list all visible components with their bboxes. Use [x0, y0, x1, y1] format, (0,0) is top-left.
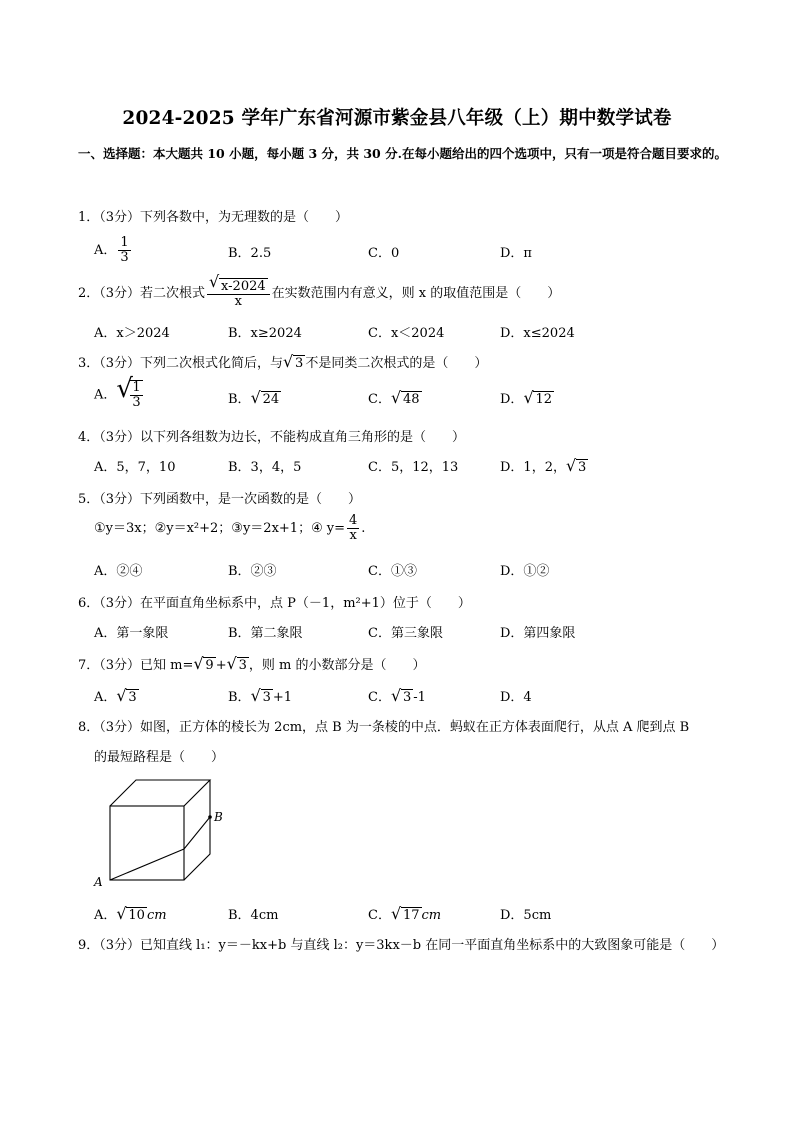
- q2-option-a[interactable]: A．x＞2024: [94, 326, 170, 341]
- question-5-stem: 5．（3分）下列函数中，是一次函数的是（ ）: [78, 492, 362, 507]
- q5-function-list: ①y＝3x；②y＝x²+2；③y＝2x+1；④ y= $\frac{4}{x}$ .: [94, 513, 366, 543]
- question-2-stem: 2．（3分）若二次根式 √ x-2024 x 在实数范围内有意义，则 x 的取值范围是（ ）: [78, 272, 561, 309]
- label-b: B: [214, 810, 223, 824]
- q1-option-c[interactable]: C．0: [368, 246, 400, 261]
- label-a: A: [94, 875, 103, 889]
- q3-option-b[interactable]: B． √ 24: [228, 388, 280, 407]
- q6-option-a[interactable]: A．第一象限: [94, 626, 169, 641]
- point-b-dot: [208, 815, 212, 819]
- cube-right-face: [184, 780, 210, 880]
- cube-figure: [88, 770, 228, 890]
- q4-option-d[interactable]: D．1，2， √ 3: [500, 456, 587, 475]
- question-7-stem: 7．（3分）已知 m= √ 9 + √ 3 ，则 m 的小数部分是（ ）: [78, 654, 426, 673]
- q7-option-a[interactable]: A． √ 3: [94, 686, 137, 705]
- q1-option-d[interactable]: D．π: [500, 246, 532, 261]
- cube-top-face: [110, 780, 210, 806]
- question-1-stem: 1．（3分）下列各数中，为无理数的是（ ）: [78, 210, 349, 225]
- q8-option-c[interactable]: C． √ 17 cm: [368, 904, 442, 923]
- question-4-stem: 4．（3分）以下列各组数为边长，不能构成直角三角形的是（ ）: [78, 430, 466, 445]
- q8-option-b[interactable]: B．4cm: [228, 908, 279, 923]
- q6-option-c[interactable]: C．第三象限: [368, 626, 443, 641]
- q4-option-a[interactable]: A．5，7，10: [94, 460, 176, 475]
- question-3-stem: 3．（3分）下列二次根式化简后，与 √ 3 不是同类二次根式的是（ ）: [78, 352, 488, 371]
- q7-option-d[interactable]: D．4: [500, 690, 532, 705]
- q1-option-b[interactable]: B．2.5: [228, 246, 272, 261]
- question-9-stem: 9．（3分）已知直线 l₁：y＝－kx+b 与直线 l₂：y＝3kx－b 在同一平面直角坐标系中的大致图象可能是（ ）: [78, 938, 725, 953]
- q5-option-a[interactable]: A．②④: [94, 564, 143, 579]
- q5-option-b[interactable]: B．②③: [228, 564, 277, 579]
- q7-option-b[interactable]: B． √ 3 +1: [228, 686, 293, 705]
- q3-option-a[interactable]: A． √ $\frac{1}{3}$: [94, 374, 141, 410]
- q2-option-d[interactable]: D．x≤2024: [500, 326, 575, 341]
- question-6-stem: 6．（3分）在平面直角坐标系中，点 P（－1，m²+1）位于（ ）: [78, 596, 471, 611]
- q5-option-d[interactable]: D．①②: [500, 564, 550, 579]
- q2-option-c[interactable]: C．x＜2024: [368, 326, 445, 341]
- q8-option-d[interactable]: D．5cm: [500, 908, 552, 923]
- q8-option-a[interactable]: A． √ 10 cm: [94, 904, 167, 923]
- section-instructions: 一、选择题：本大题共 10 小题，每小题 3 分，共 30 分.在每小题给出的四个选项中，只有一项是符合题目要求的。: [78, 146, 727, 161]
- q4-option-c[interactable]: C．5，12，13: [368, 460, 459, 475]
- q7-option-c[interactable]: C． √ 3 -1: [368, 686, 426, 705]
- q2-option-b[interactable]: B．x≥2024: [228, 326, 302, 341]
- q6-option-d[interactable]: D．第四象限: [500, 626, 576, 641]
- path-a-to-edge: [110, 849, 184, 880]
- q6-option-b[interactable]: B．第二象限: [228, 626, 303, 641]
- exam-title: 2024-2025 学年广东省河源市紫金县八年级（上）期中数学试卷: [122, 108, 672, 129]
- q4-option-b[interactable]: B．3，4，5: [228, 460, 302, 475]
- cube-front-face: [110, 806, 184, 880]
- q3-option-d[interactable]: D． √ 12: [500, 388, 552, 407]
- q3-option-c[interactable]: C． √ 48: [368, 388, 420, 407]
- question-8-stem-line1: 8．（3分）如图，正方体的棱长为 2cm，点 B 为一条棱的中点．蚂蚁在正方体表面爬行，从点 A 爬到点 B: [78, 720, 690, 735]
- question-8-stem-line2: 的最短路程是（ ）: [94, 750, 225, 765]
- q1-option-a[interactable]: A． $\frac{1}{3}$: [94, 235, 129, 265]
- q5-option-c[interactable]: C．①③: [368, 564, 417, 579]
- path-edge-to-b: [184, 817, 210, 849]
